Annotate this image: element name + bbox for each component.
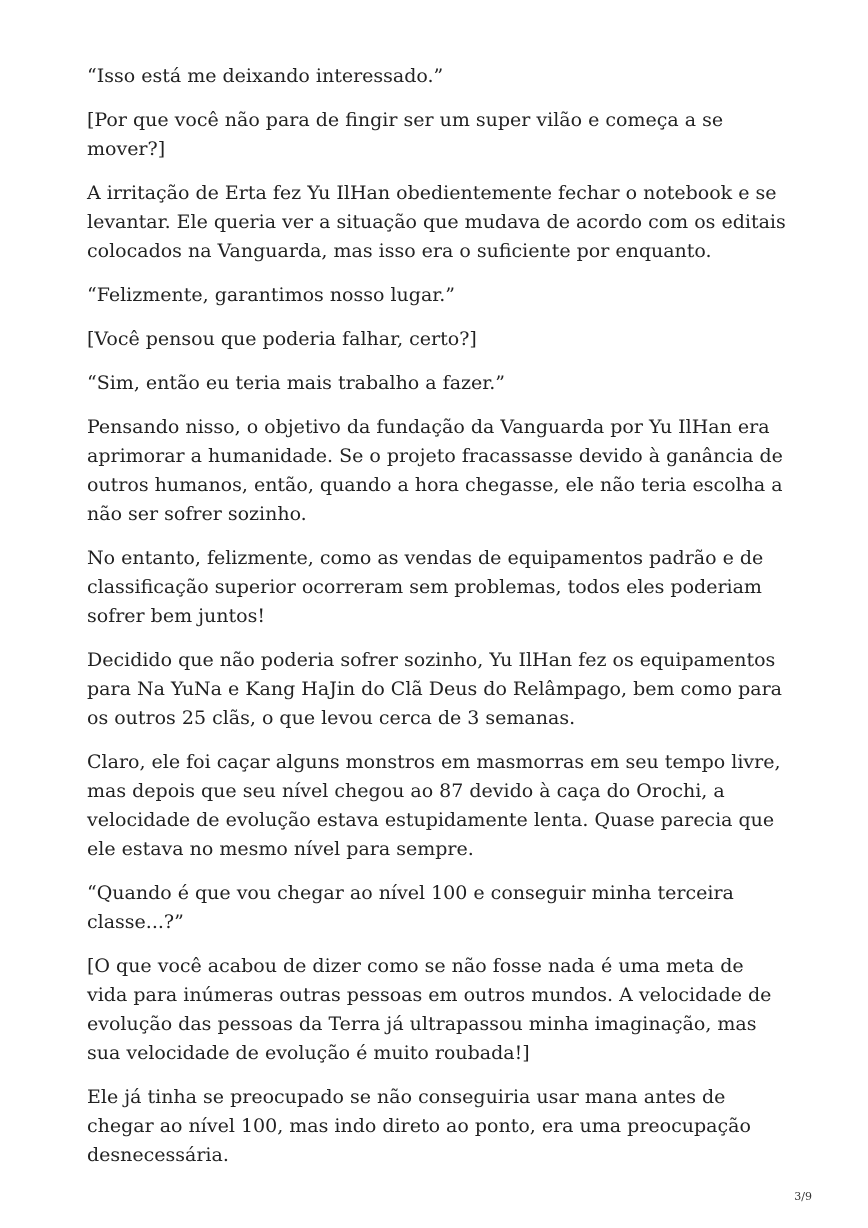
paragraph: No entanto, felizmente, como as vendas de equipamentos padrão e de classificação superior ocorreram sem problemas, todos eles poderiam sofrer bem juntos!	[87, 547, 764, 627]
paragraph: “Felizmente, garantimos nosso lugar.”	[87, 284, 456, 306]
paragraph: [O que você acabou de dizer como se não fosse nada é uma meta de vida para inúmeras outras pessoas em outros mundos. A velocidade de evolução das pessoas da Terra já ultrapassou minha imaginação, mas sua velocidade de evolução é muito roubada!]	[87, 955, 772, 1064]
paragraph: Decidido que não poderia sofrer sozinho, Yu IlHan fez os equipamentos para Na YuNa e Kang HaJin do Clã Deus do Relâmpago, bem como para os outros 25 clãs, o que levou cerca de 3 semanas.	[87, 649, 783, 729]
paragraph: A irritação de Erta fez Yu IlHan obedientemente fechar o notebook e se levantar. Ele queria ver a situação que mudava de acordo com os editais colocados na Vanguarda, mas isso era o suficiente por enquanto.	[87, 182, 786, 262]
paragraph: [Você pensou que poderia falhar, certo?]	[87, 328, 477, 350]
paragraph: “Isso está me deixando interessado.”	[87, 65, 444, 87]
paragraph: Ele já tinha se preocupado se não conseguiria usar mana antes de chegar ao nível 100, mas indo direto ao ponto, era uma preocupação desnecessária.	[87, 1086, 751, 1166]
paragraph: [Por que você não para de fingir ser um super vilão e começa a se mover?]	[87, 109, 724, 160]
paragraph: Claro, ele foi caçar alguns monstros em masmorras em seu tempo livre, mas depois que seu nível chegou ao 87 devido à caça do Orochi, a velocidade de evolução estava estupidamente lenta. Quase parecia que ele estava no mesmo nível para sempre.	[87, 751, 781, 860]
document-body	[87, 62, 787, 1185]
page-number: 3/9	[794, 1190, 812, 1203]
paragraph: Pensando nisso, o objetivo da fundação da Vanguarda por Yu IlHan era aprimorar a humanidade. Se o projeto fracassasse devido à ganância de outros humanos, então, quando a hora chegasse, ele não teria escolha a não ser sofrer sozinho.	[87, 416, 783, 525]
paragraph: “Quando é que vou chegar ao nível 100 e conseguir minha terceira classe...?”	[87, 882, 734, 933]
paragraph: “Sim, então eu teria mais trabalho a fazer.”	[87, 372, 506, 394]
